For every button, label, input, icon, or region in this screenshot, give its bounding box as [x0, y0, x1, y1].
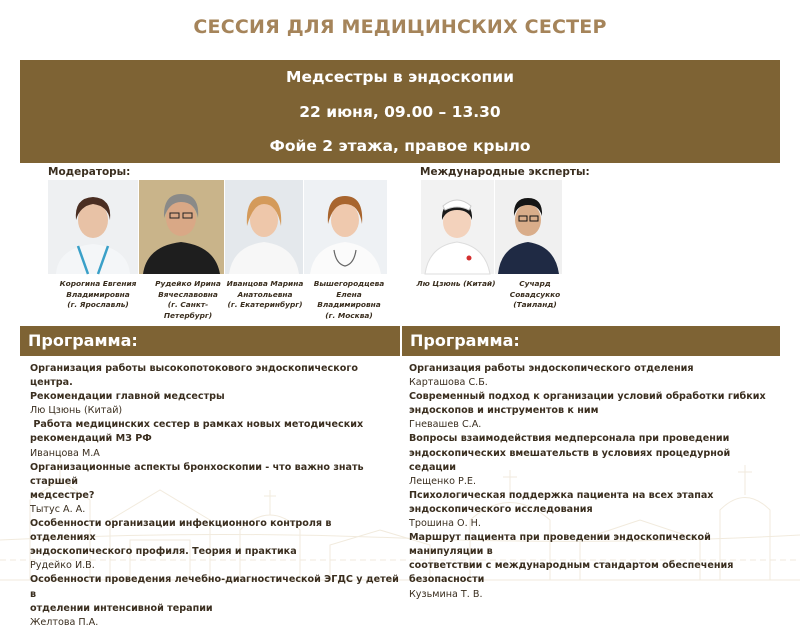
caption-line: (г. Москва) [325, 310, 373, 320]
talk-speaker: Рудейко И.В. [30, 560, 95, 572]
caption-line: (г. Ярославль) [67, 300, 129, 309]
banner-date-time: 22 июня, 09.00 – 13.30 [299, 103, 501, 121]
program-header-left: Программа: [20, 326, 400, 356]
caption-line: Анатольевна [237, 289, 293, 299]
moderator-photo-1 [48, 180, 138, 274]
expert-caption-1 [408, 279, 504, 290]
program-list-right [409, 362, 779, 602]
talk-speaker: Гневашев С.А. [409, 419, 482, 431]
program-header-right: Программа: [402, 326, 780, 356]
caption-line: Лю Цзюнь (Китай) [416, 279, 496, 288]
session-banner [20, 60, 780, 163]
page-title: СЕССИЯ ДЛЯ МЕДИЦИНСКИХ СЕСТЕР [193, 16, 607, 38]
talk-title: медсестре? [30, 489, 95, 501]
caption-line: (г. Санкт- [167, 300, 209, 309]
caption-line: Сучард [519, 279, 551, 288]
caption-line: Елена Владимировна [317, 289, 381, 309]
talk-title: эндоскопических вмешательств в условиях процедурной седации [409, 447, 731, 473]
moderator-caption-2 [148, 279, 228, 321]
moderator-photo-3 [225, 180, 303, 274]
talk-speaker: Иванцова М.А [30, 447, 100, 459]
talk-speaker: Желтова П.А. [30, 616, 99, 628]
caption-line: (Таиланд) [513, 300, 557, 309]
talk-speaker: Лю Цзюнь (Китай) [30, 405, 123, 417]
talk-title: рекомендаций МЗ РФ [30, 433, 152, 445]
expert-caption-2 [500, 279, 570, 311]
banner-session-name: Медсестры в эндоскопии [286, 68, 514, 86]
talk-title: Организация работы высокопотокового эндоскопического центра. [30, 363, 358, 389]
caption-line: Рудейко Ирина [155, 279, 221, 288]
talk-title: эндоскопического профиля. Теория и практика [30, 546, 297, 558]
talk-title: Организационные аспекты бронхоскопии - что важно знать старшей [30, 461, 364, 487]
talk-title: Вопросы взаимодействия медперсонала при проведении [409, 433, 730, 445]
talk-title: эндоскопического исследования [409, 503, 593, 515]
talk-title: Работа медицинских сестер в рамках новых методических [30, 419, 364, 431]
program-item [30, 461, 400, 517]
talk-speaker: Лещенко Р.Е. [409, 475, 476, 487]
program-item [30, 362, 400, 418]
program-list-left [30, 362, 400, 630]
caption-line: Вышегородцева [313, 279, 385, 288]
talk-title: Организация работы эндоскопического отделения [409, 363, 694, 374]
expert-photo-2 [495, 180, 562, 274]
talk-title: эндоскопов и инструментов к ним [409, 405, 599, 417]
program-item [409, 531, 779, 601]
talk-speaker: Кузьмина Т. В. [409, 588, 483, 600]
caption-line: Петербург) [163, 310, 213, 320]
program-item [30, 573, 400, 629]
program-item [409, 390, 779, 432]
moderator-caption-3 [222, 279, 308, 311]
talk-title: отделении интенсивной терапии [30, 602, 213, 614]
talk-title: безопасности [409, 574, 485, 586]
expert-photo-1 [421, 180, 494, 274]
program-item [30, 418, 400, 460]
moderator-caption-1 [48, 279, 148, 311]
moderator-photo-4 [304, 180, 387, 274]
talk-title: Особенности проведения лечебно-диагностической ЭГДС у детей в [30, 574, 399, 600]
talk-speaker: Тытус А. А. [30, 503, 86, 515]
talk-title: Маршрут пациента при проведении эндоскопической манипуляции в [409, 532, 711, 558]
program-item [30, 517, 400, 573]
experts-label: Международные эксперты: [420, 166, 590, 178]
caption-line: Совадсукко [509, 289, 561, 299]
program-item [409, 432, 779, 488]
talk-title: соответствии с международным стандартом обеспечения [409, 560, 734, 572]
talk-title: Рекомендации главной медсестры [30, 391, 225, 403]
talk-title: Психологическая поддержка пациента на всех этапах [409, 489, 714, 501]
talk-speaker: Трошина О. Н. [409, 518, 481, 530]
talk-title: Современный подход к организации условий обработки гибких [409, 391, 766, 403]
talk-speaker: Карташова С.Б. [409, 377, 488, 389]
caption-line: (г. Екатеринбург) [227, 300, 303, 309]
program-item [409, 362, 779, 390]
caption-line: Иванцова Марина [226, 279, 304, 288]
caption-line: Корогина Евгения [59, 279, 137, 288]
caption-line: Владимировна [66, 289, 130, 299]
talk-title: Особенности организации инфекционного контроля в отделениях [30, 518, 332, 544]
program-item [409, 489, 779, 531]
banner-location: Фойе 2 этажа, правое крыло [269, 137, 531, 155]
moderators-label: Модераторы: [48, 166, 131, 178]
moderator-caption-4 [305, 279, 393, 321]
moderator-photo-2 [139, 180, 224, 274]
caption-line: Вячеславовна [158, 289, 218, 299]
